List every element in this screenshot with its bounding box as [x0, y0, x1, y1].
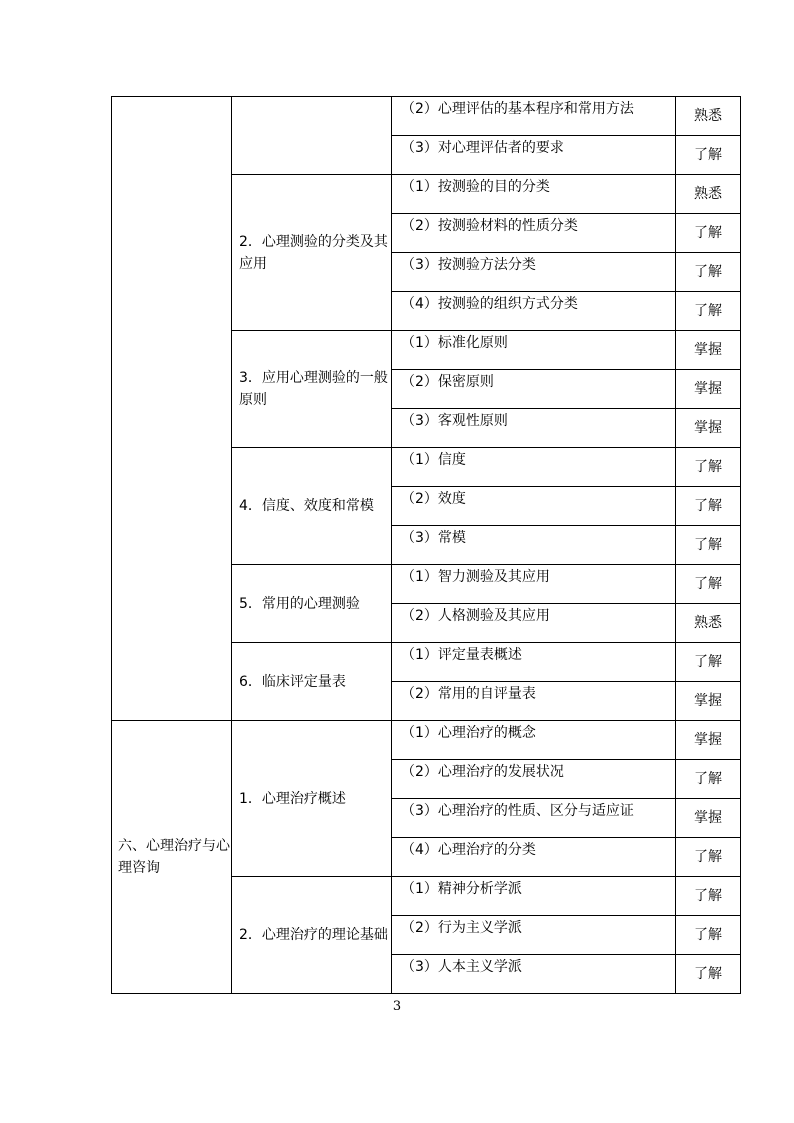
- level-cell: 了解: [676, 448, 741, 487]
- topic-cell: 1．心理治疗概述: [232, 721, 392, 877]
- item-cell: （3）心理治疗的性质、区分与适应证: [392, 799, 676, 838]
- level-cell: 掌握: [676, 799, 741, 838]
- level-cell: 掌握: [676, 682, 741, 721]
- level-cell: 了解: [676, 643, 741, 682]
- topic-cell: [232, 97, 392, 175]
- item-cell: （1）按测验的目的分类: [392, 175, 676, 214]
- section-cell: 六、心理治疗与心理咨询: [112, 721, 232, 994]
- item-cell: （1）精神分析学派: [392, 877, 676, 916]
- item-cell: （3）常模: [392, 526, 676, 565]
- page-number: 3: [392, 999, 402, 1014]
- level-cell: 了解: [676, 955, 741, 994]
- table-row: [112, 97, 741, 136]
- topic-cell: 5．常用的心理测验: [232, 565, 392, 643]
- item-cell: （3）对心理评估者的要求: [392, 136, 676, 175]
- item-cell: （3）客观性原则: [392, 409, 676, 448]
- section-cell: [112, 97, 232, 721]
- level-cell: 掌握: [676, 721, 741, 760]
- item-cell: （2）常用的自评量表: [392, 682, 676, 721]
- item-cell: （1）心理治疗的概念: [392, 721, 676, 760]
- level-cell: 了解: [676, 565, 741, 604]
- level-cell: 了解: [676, 877, 741, 916]
- item-cell: （4）心理治疗的分类: [392, 838, 676, 877]
- level-cell: 掌握: [676, 331, 741, 370]
- item-cell: （2）行为主义学派: [392, 916, 676, 955]
- level-cell: 了解: [676, 487, 741, 526]
- item-cell: （2）按测验材料的性质分类: [392, 214, 676, 253]
- level-cell: 了解: [676, 760, 741, 799]
- item-cell: （2）人格测验及其应用: [392, 604, 676, 643]
- level-cell: 了解: [676, 136, 741, 175]
- topic-cell: 2．心理测验的分类及其应用: [232, 175, 392, 331]
- level-cell: 熟悉: [676, 97, 741, 136]
- item-cell: （2）保密原则: [392, 370, 676, 409]
- syllabus-table: [111, 96, 741, 994]
- level-cell: 了解: [676, 292, 741, 331]
- level-cell: 掌握: [676, 370, 741, 409]
- topic-cell: 6．临床评定量表: [232, 643, 392, 721]
- level-cell: 熟悉: [676, 604, 741, 643]
- item-cell: （1）信度: [392, 448, 676, 487]
- topic-cell: 4．信度、效度和常模: [232, 448, 392, 565]
- level-cell: 了解: [676, 838, 741, 877]
- level-cell: 了解: [676, 214, 741, 253]
- item-cell: （1）评定量表概述: [392, 643, 676, 682]
- item-cell: （1）智力测验及其应用: [392, 565, 676, 604]
- level-cell: 了解: [676, 916, 741, 955]
- item-cell: （3）人本主义学派: [392, 955, 676, 994]
- item-cell: （2）心理评估的基本程序和常用方法: [392, 97, 676, 136]
- level-cell: 熟悉: [676, 175, 741, 214]
- topic-cell: 3．应用心理测验的一般原则: [232, 331, 392, 448]
- topic-cell: 2．心理治疗的理论基础: [232, 877, 392, 994]
- table-row: [112, 721, 741, 760]
- item-cell: （4）按测验的组织方式分类: [392, 292, 676, 331]
- item-cell: （3）按测验方法分类: [392, 253, 676, 292]
- item-cell: （2）效度: [392, 487, 676, 526]
- item-cell: （2）心理治疗的发展状况: [392, 760, 676, 799]
- level-cell: 了解: [676, 253, 741, 292]
- level-cell: 掌握: [676, 409, 741, 448]
- level-cell: 了解: [676, 526, 741, 565]
- item-cell: （1）标准化原则: [392, 331, 676, 370]
